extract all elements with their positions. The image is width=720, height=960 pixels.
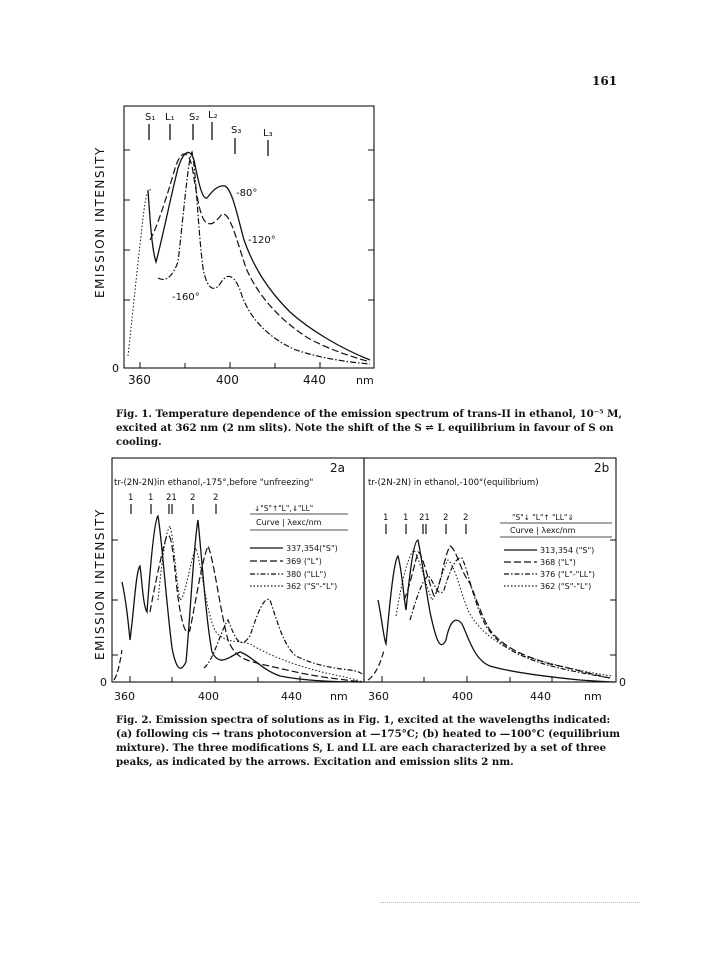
- panel-b-curve-sl: [396, 550, 612, 676]
- panel-b-legend-head: "S"↓ "L"↑ "LL"⇓: [512, 513, 574, 522]
- panel-a-legend-2: 369 ("L"): [286, 557, 322, 566]
- panel-a-legend-head: ↓"S"↑"L",⇓"LL": [254, 504, 314, 513]
- panel-b-peak-1: 1: [383, 513, 389, 523]
- panel-b-curve-l: [404, 546, 610, 678]
- scan-noise: [380, 902, 640, 905]
- panel-a-legend-3: 380 ("LL"): [286, 570, 327, 579]
- fig1-caption-label: Fig. 1.: [116, 408, 152, 420]
- panel-a-x-tick-360: 360: [114, 690, 135, 703]
- panel-a-x-tick-400: 400: [198, 690, 219, 703]
- fig1-x-tick-400: 400: [216, 373, 239, 387]
- marker-l2: L₂: [208, 110, 218, 121]
- panel-a-arrows: [131, 504, 216, 514]
- page-number: 161: [592, 74, 618, 88]
- fig1-x-unit: nm: [356, 374, 374, 387]
- panel-b-legend-4: 362 ("S"-"L"): [540, 582, 592, 591]
- panel-a-x-unit: nm: [330, 690, 348, 703]
- panel-b-legend-3: 376 ("L"-"LL"): [540, 570, 596, 579]
- panel-b-x-tick-400: 400: [452, 690, 473, 703]
- panel-b-arrows: [386, 524, 466, 534]
- panel-b-peak-3: 21: [419, 513, 430, 523]
- fig1-caption-text: Temperature dependence of the emission spectrum of trans-II in ethanol, 10⁻⁵ M, excited at 362 nm (2 nm slits). Note the shift of the S ⇌ L equilibrium in favour of S on cooling.: [116, 408, 622, 448]
- panel-b-legend-cols: Curve | λexc/nm: [510, 526, 576, 535]
- fig1-y-axis-label: EMISSION INTENSITY: [93, 146, 107, 298]
- panel-b-title: tr-(2N-2N) in ethanol,-100°(equilibrium): [368, 478, 539, 488]
- panel-a-peak-4: 2: [190, 493, 196, 503]
- panel-b-peak-4: 2: [443, 513, 449, 523]
- marker-l1: L₁: [165, 112, 175, 123]
- panel-b-curve-rise: [368, 650, 384, 680]
- panel-a-title: tr-(2N-2N)in ethanol,-175°,before "unfreezing": [114, 478, 314, 488]
- panel-b-x-tick-360: 360: [368, 690, 389, 703]
- panel-b-peak-5: 2: [463, 513, 469, 523]
- panel-a-legend-cols: Curve | λexc/nm: [256, 518, 322, 527]
- fig2-caption-text: Emission spectra of solutions as in Fig. 1, excited at the wavelengths indicated: (a) following cis → trans photoconversion at —175°C; (b) heated to —100°C (equilibrium mixture). The three modifications S, L and LL are each characterized by a set of three peaks, as indicated by the arrows. Excitation and emission slits 2 nm.: [116, 714, 621, 768]
- fig1-x-tick-440: 440: [303, 373, 326, 387]
- marker-s3: S₃: [231, 125, 242, 136]
- marker-l3: L₃: [263, 128, 273, 139]
- fig1-label-120: -120°: [248, 235, 276, 246]
- fig1-label-160: -160°: [172, 292, 200, 303]
- fig2-caption-label: Fig. 2.: [116, 714, 152, 726]
- panel-b-x-tick-440: 440: [530, 690, 551, 703]
- panel-b-peak-2: 1: [403, 513, 409, 523]
- panel-a-curve-l: [150, 535, 362, 682]
- fig1-x-tick-360: 360: [128, 373, 151, 387]
- fig2-caption: [116, 713, 628, 769]
- fig2-zero-right: 0: [619, 676, 626, 689]
- panel-a-peak-3: 21: [166, 493, 177, 503]
- panel-a-tag: 2a: [330, 461, 345, 475]
- panel-a-legend-1: 337,354("S"): [286, 544, 338, 553]
- panel-b-curve-s: [378, 540, 614, 682]
- panel-a-peak-5: 2: [213, 493, 219, 503]
- marker-s1: S₁: [145, 112, 156, 123]
- panel-b-legend-1: 313,354 ("S"): [540, 546, 595, 555]
- panel-a-x-tick-440: 440: [281, 690, 302, 703]
- fig1-zero-label: 0: [112, 362, 119, 375]
- panel-a-legend-4: 362 ("S"-"L"): [286, 582, 338, 591]
- panel-b-legend-2: 368 ("L"): [540, 558, 576, 567]
- fig1-label-80: -80°: [236, 188, 258, 199]
- marker-s2: S₂: [189, 112, 200, 123]
- panel-b-tag: 2b: [594, 461, 610, 475]
- fig2-zero-left: 0: [100, 676, 107, 689]
- panel-b-x-unit: nm: [584, 690, 602, 703]
- fig2-y-axis-label: EMISSION INTENSITY: [93, 508, 107, 660]
- panel-a-peak-2: 1: [148, 493, 154, 503]
- panel-a-peak-1: 1: [128, 493, 134, 503]
